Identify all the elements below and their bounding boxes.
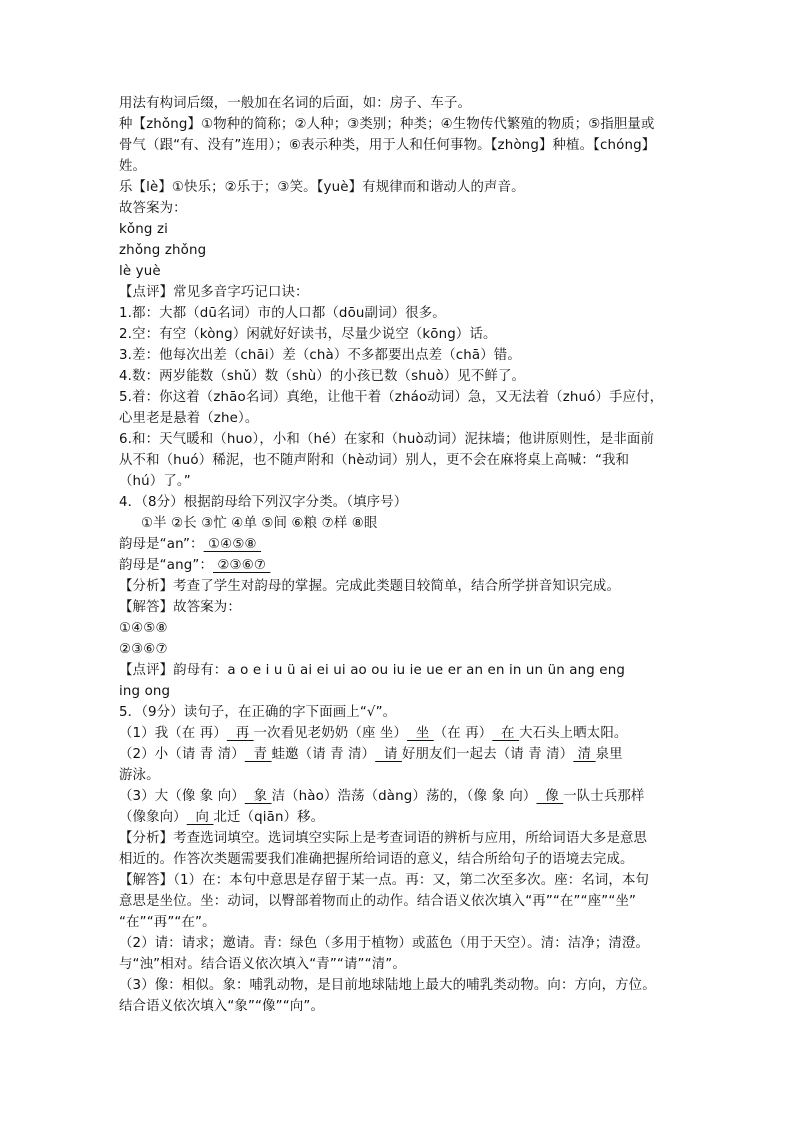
pinyin-answer: kǒng zi: [119, 222, 168, 237]
text-line: 心里老是悬着（zhe）。: [119, 411, 259, 426]
text-line: 4.数：两岁能数（shǔ）数（shù）的小孩已数（shuò）见不鲜了。: [119, 369, 526, 384]
answer-label: 韵母是“ang”：: [119, 558, 213, 573]
question-heading: 4．（8分）根据韵母给下列汉字分类。（填序号）: [119, 495, 408, 510]
text-line: 种【zhǒng】①物种的简称；②人种；③类别；种类；④生物传代繁殖的物质；⑤指胆量或: [119, 117, 655, 132]
text-line: 姓。: [119, 159, 147, 174]
sentence-blank: 青: [244, 747, 272, 762]
sentence-blank: 象: [244, 789, 272, 804]
text-line: 用法有构词后缀，一般加在名词的后面，如：房子、车子。: [119, 96, 472, 111]
sentence-text: 洁（hào）浩荡（dàng）荡的，（像 象 向）: [271, 789, 537, 804]
sentence-line: [119, 807, 679, 828]
sentence-line: [119, 786, 679, 807]
sentence-text: （1）我（在 再）: [119, 726, 227, 741]
answer-blank: ①④⑤⑧: [203, 537, 262, 552]
sentence-blank: 请: [375, 747, 402, 762]
sentence-text: （2）小（请 青 清）: [119, 747, 245, 762]
sentence-line: [119, 723, 679, 744]
solution-line: （2）请：请求；邀请。青：绿色（多用于植物）或蓝色（用于天空）。清：洁净；清澄。: [119, 936, 650, 951]
comment-line: 【点评】韵母有：a o e i u ü ai ei ui ao ou iu ie ue er an en in un ün ang eng: [119, 663, 625, 678]
sentence-text: 大石头上晒太阳。: [519, 726, 628, 741]
solution-line: 结合语义依次填入“象”“像”“向”。: [119, 999, 325, 1014]
answer-line: [119, 555, 679, 576]
pinyin-answer: lè yuè: [119, 264, 161, 279]
sentence-blank: 在: [492, 726, 520, 741]
text-line: 故答案为：: [119, 201, 187, 216]
solution-line: “在”“再”“在”。: [119, 915, 216, 930]
text-line: 游泳。: [119, 768, 160, 783]
sentence-blank: 再: [226, 726, 254, 741]
sentence-text: 北迁（qiān）移。: [213, 810, 325, 825]
sentence-blank: 清: [573, 747, 596, 762]
sentence-text: 一队士兵那样: [563, 789, 645, 804]
sentence-text: 好朋友们一起去（请 青 清）: [401, 747, 574, 762]
document-body: [119, 93, 679, 1017]
answer-label: 韵母是“an”：: [119, 537, 204, 552]
analysis-line: 【分析】考查选词填空。选词填空实际上是考查词语的辨析与应用，所给词语大多是意思: [119, 831, 648, 846]
text-line: 6.和：天气暖和（huo），小和（hé）在家和（huò动词）泥抹墙；他讲原则性，是非面前: [119, 432, 655, 447]
sentence-text: 一次看见老奶奶（座 坐）: [253, 726, 407, 741]
solution-line: 与“浊”相对。结合语义依次填入“青”“请”“清”。: [119, 957, 406, 972]
text-line: 2.空：有空（kòng）闲就好好读书，尽量少说空（kōng）话。: [119, 327, 497, 342]
sentence-text: 蛙邀（请 青 清）: [271, 747, 376, 762]
sentence-text: （在 再）: [433, 726, 493, 741]
sentence-text: （3）大（像 象 向）: [119, 789, 245, 804]
text-line: 骨气（跟“有、没有”连用）；⑥表示种类，用于人和任何事物。【zhòng】种植。【chóng】: [119, 138, 656, 153]
solution-line: 【解答】故答案为：: [119, 600, 241, 615]
sentence-blank: 坐: [407, 726, 434, 741]
text-line: 乐【lè】①快乐；②乐于；③笑。【yuè】有规律而和谐动人的声音。: [119, 180, 525, 195]
text-line: 从不和（huó）稀泥，也不随声附和（hè动词）别人，更不会在麻将桌上高喊：“我和: [119, 453, 630, 468]
text-line: （hú）了。”: [119, 474, 191, 489]
pinyin-answer: zhǒng zhǒng: [119, 243, 207, 258]
analysis-line: 【分析】考查了学生对韵母的掌握。完成此类题目较简单，结合所学拼音知识完成。: [119, 579, 621, 594]
sentence-blank: 像: [536, 789, 564, 804]
answer-value: ①④⑤⑧: [119, 621, 168, 636]
answer-line: [119, 534, 679, 555]
analysis-line: 相近的。作答次类题需要我们准确把握所给词语的意义，结合所给句子的语境去完成。: [119, 852, 634, 867]
text-line: 3.差：他每次出差（chāi）差（chà）不多都要出点差（chā）错。: [119, 348, 521, 363]
solution-line: 意思是坐位。坐：动词，以臀部着物而止的动作。结合语义依次填入“再”“在”“座”“坐”: [119, 894, 637, 909]
section-heading: 【点评】常见多音字巧记口诀：: [119, 285, 309, 300]
sentence-line: [119, 744, 679, 765]
answer-value: ②③⑥⑦: [119, 642, 168, 657]
text-line: 1.都：大都（dū名词）市的人口都（dōu副词）很多。: [119, 306, 446, 321]
solution-line: （3）像：相似。象：哺乳动物，是目前地球陆地上最大的哺乳类动物。向：方向，方位。: [119, 978, 656, 993]
sentence-text: （像象向）: [119, 810, 187, 825]
comment-line: ing ong: [119, 684, 171, 699]
answer-blank: ②③⑥⑦: [212, 558, 271, 573]
sentence-text: 泉里: [595, 747, 623, 762]
solution-line: 【解答】（1）在：本句中意思是存留于某一点。再：又，第二次至多次。座：名词，本句: [119, 873, 650, 888]
character-options: ①半 ②长 ③忙 ④单 ⑤间 ⑥粮 ⑦样 ⑧眼: [141, 516, 378, 531]
sentence-blank: 向: [186, 810, 214, 825]
text-line: 5.着：你这着（zhāo名词）真绝，让他干着（zháo动词）急，又无法着（zhuó）手应付，: [119, 390, 664, 405]
question-heading: 5．（9分）读句子，在正确的字下面画上“√”。: [119, 705, 397, 720]
